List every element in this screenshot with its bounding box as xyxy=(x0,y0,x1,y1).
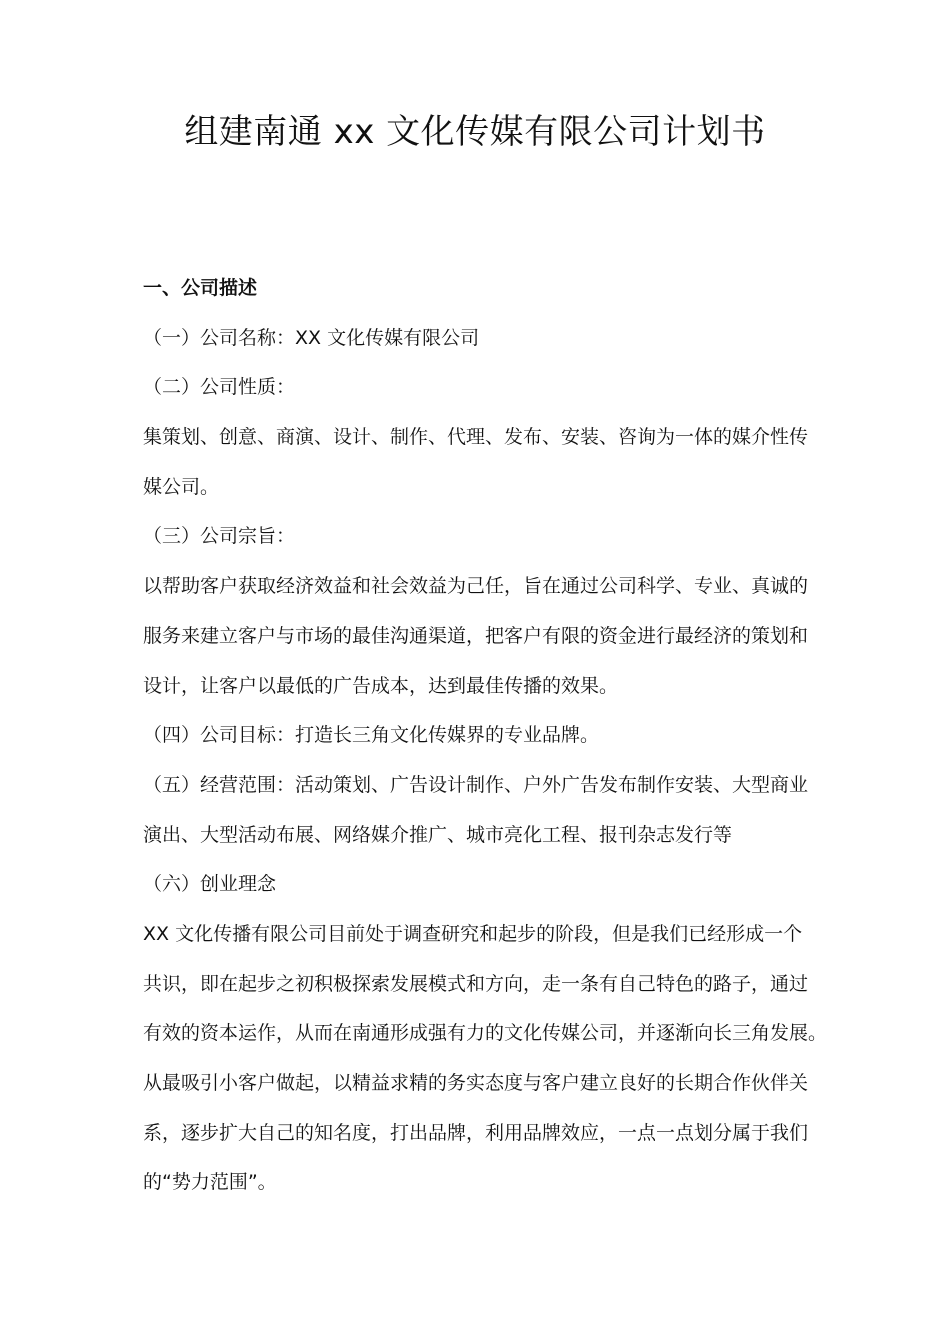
startup-philosophy-line-5: 系，逐步扩大自己的知名度，打出品牌，利用品牌效应，一点一点划分属于我们 xyxy=(143,1121,809,1144)
company-nature-heading: （二）公司性质： xyxy=(143,376,296,399)
company-nature-text-line-2: 媒公司。 xyxy=(143,475,220,498)
section-heading: 一、公司描述 xyxy=(143,277,258,299)
startup-philosophy-line-1: XX 文化传播有限公司目前处于调查研究和起步的阶段，但是我们已经形成一个 xyxy=(143,922,803,945)
startup-philosophy-heading: （六）创业理念 xyxy=(143,873,277,896)
business-scope-line-1: （五）经营范围：活动策划、广告设计制作、户外广告发布制作安装、大型商业 xyxy=(143,773,809,796)
company-purpose-text-line-3: 设计，让客户以最低的广告成本，达到最佳传播的效果。 xyxy=(143,674,619,697)
startup-philosophy-line-2: 共识，即在起步之初积极探索发展模式和方向，走一条有自己特色的路子，通过 xyxy=(143,972,809,995)
document-body xyxy=(143,264,828,1208)
company-purpose-heading: （三）公司宗旨： xyxy=(143,525,296,548)
startup-philosophy-line-3: 有效的资本运作，从而在南通形成强有力的文化传媒公司，并逐渐向长三角发展。 xyxy=(143,1022,828,1045)
company-goal-line: （四）公司目标：打造长三角文化传媒界的专业品牌。 xyxy=(143,724,600,747)
document-title: 组建南通 xx 文化传媒有限公司计划书 xyxy=(184,112,766,152)
business-scope-line-2: 演出、大型活动布展、网络媒介推广、城市亮化工程、报刊杂志发行等 xyxy=(143,823,733,846)
company-nature-text-line-1: 集策划、创意、商演、设计、制作、代理、发布、安装、咨询为一体的媒介性传 xyxy=(143,426,809,449)
company-purpose-text-line-2: 服务来建立客户与市场的最佳沟通渠道，把客户有限的资金进行最经济的策划和 xyxy=(143,624,809,647)
startup-philosophy-line-6: 的“势力范围”。 xyxy=(143,1171,277,1194)
startup-philosophy-line-4: 从最吸引小客户做起，以精益求精的务实态度与客户建立良好的长期合作伙伴关 xyxy=(143,1072,809,1094)
company-name-line: （一）公司名称：XX 文化传媒有限公司 xyxy=(143,326,480,349)
company-purpose-text-line-1: 以帮助客户获取经济效益和社会效益为己任，旨在通过公司科学、专业、真诚的 xyxy=(143,575,809,598)
